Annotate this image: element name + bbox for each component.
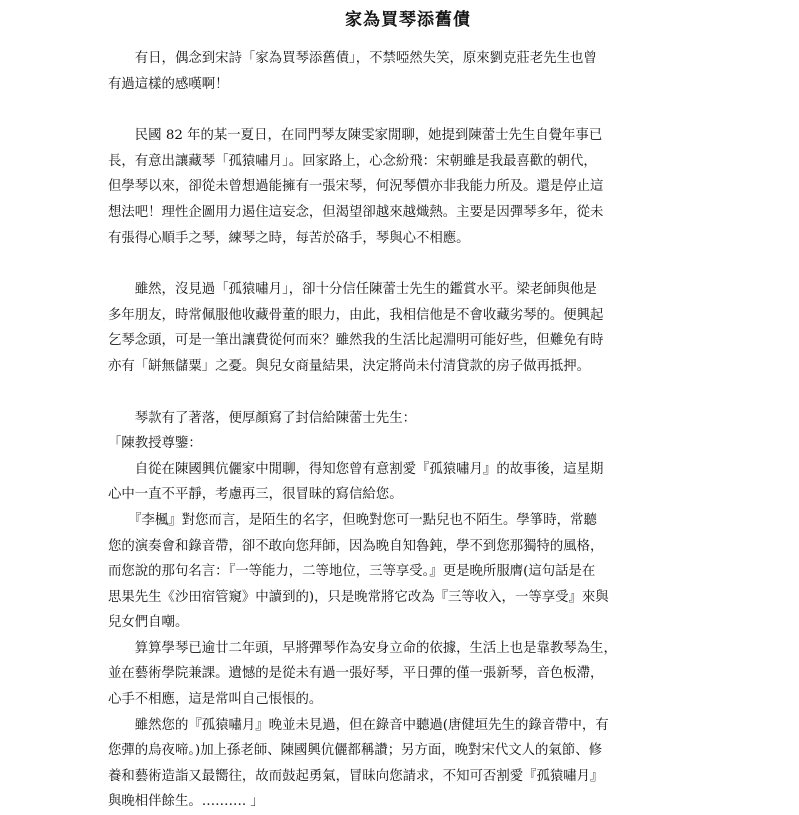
text-line: 民國 82 年的某一夏日，在同門琴友陳雯家閒聊，她提到陳蕾士先生自覺年事已 — [108, 128, 603, 144]
text-line: 思果先生《沙田宿管窺》中讀到的)，只是晚常將它改為『三等收入，一等享受』來與 — [108, 589, 609, 605]
text-line: 琴款有了著落，便厚顏寫了封信給陳蕾士先生： — [108, 410, 416, 426]
text-line: 長，有意出讓藏琴「孤猿嘯月」。回家路上，心念紛飛：宋朝雖是我最喜歡的朝代， — [108, 153, 597, 169]
paragraph-letter — [108, 406, 708, 815]
text-line: 而您說的那句名言：『一等能力，二等地位，三等享受。』更是晚所服膺(這句話是在 — [108, 564, 596, 580]
text-line: 與晚相伴餘生。………. 」 — [108, 794, 264, 810]
text-line: 乞琴念頭，可是一筆出讓費從何而來？雖然我的生活比起淵明可能好些，但難免有時 — [108, 333, 604, 349]
text-line: 兒女們自嘲。 — [108, 615, 189, 631]
text-line: 算算學琴已逾廿二年頭，早將彈琴作為安身立命的依據，生活上也是靠教琴為生， — [108, 640, 617, 656]
text-line: 『李楓』對您而言，是陌生的名字，但晚對您可一點兒也不陌生。學箏時，常聽 — [108, 512, 597, 528]
text-line: 心中一直不平靜，考慮再三，很冒昧的寫信給您。 — [108, 487, 403, 503]
paragraph-intro — [108, 46, 708, 97]
text-line: 但學琴以來，卻從未曾想過能擁有一張宋琴，何況琴價亦非我能力所及。還是停止這 — [108, 179, 604, 195]
text-line: 有張得心順手之琴，練琴之時，每苦於硌手，琴與心不相應。 — [108, 230, 470, 246]
text-line: 想法吧！理性企圖用力遏住這妄念，但渴望卻越來越熾熱。主要是因彈琴多年，從未 — [108, 204, 604, 220]
document-page — [108, 0, 708, 815]
text-line: 並在藝術學院兼課。遺憾的是從未有過一張好琴，平日彈的僅一張新琴，音色板滯， — [108, 666, 604, 682]
letter-salutation: 「陳教授尊鑒： — [108, 436, 202, 452]
text-line: 養和藝術造詣又最嚮往，故而鼓起勇氣，冒昧向您請求，不知可否割愛『孤猿嘯月』 — [108, 768, 604, 784]
text-line: 有過這樣的感嘆啊！ — [108, 76, 229, 92]
text-line: 心手不相應，這是常叫自己悵悵的。 — [108, 692, 323, 708]
text-line: 亦有「缾無儲粟」之憂。與兒女商量結果，決定將尚未付清貸款的房子做再抵押。 — [108, 358, 591, 374]
text-line: 您彈的烏夜啼。)加上孫老師、陳國興伉儷都稱讚；另方面，晚對宋代文人的氣節、修 — [108, 743, 602, 759]
document-title: 家為買琴添舊債 — [345, 10, 471, 30]
text-line: 雖然您的『孤猿嘯月』晚並未見過，但在錄音中聽過(唐健垣先生的錄音帶中，有 — [108, 717, 609, 733]
text-line: 自從在陳國興伉儷家中閒聊，得知您曾有意割愛『孤猿嘯月』的故事後，這星期 — [108, 461, 604, 477]
text-line: 雖然，沒見過「孤猿嘯月」，卻十分信任陳蕾士先生的鑑賞水平。梁老師與他是 — [108, 282, 597, 298]
text-line: 多年朋友，時常佩服他收藏骨董的眼力，由此，我相信他是不會收藏劣琴的。便興起 — [108, 307, 604, 323]
text-line: 有日，偶念到宋詩「家為買琴添舊債」，不禁啞然失笑，原來劉克莊老先生也曾 — [108, 51, 597, 66]
text-line: 您的演奏會和錄音帶，卻不敢向您拜師，因為晚自知魯鈍，學不到您那獨特的風格， — [108, 538, 604, 554]
paragraph-decision — [108, 277, 708, 379]
paragraph-background — [108, 123, 708, 251]
